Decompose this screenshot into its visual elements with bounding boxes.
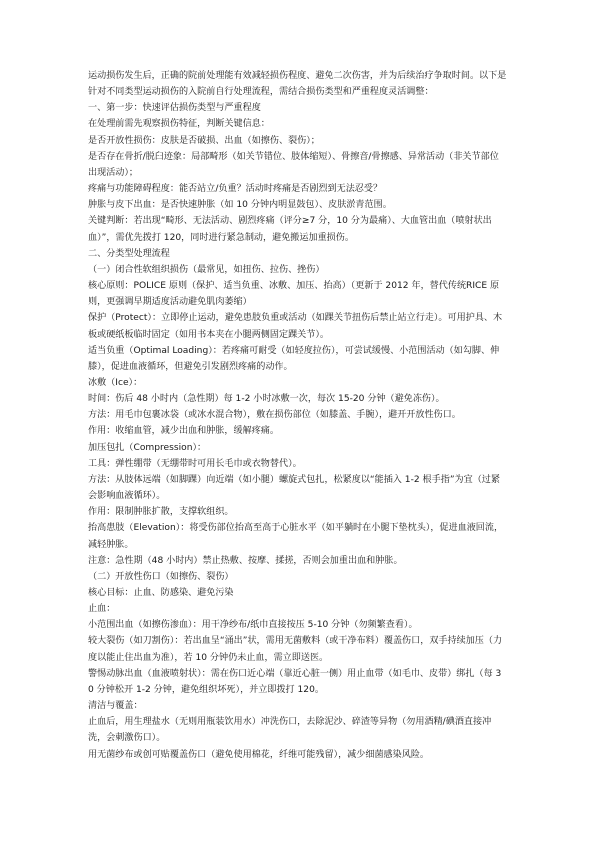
paragraph: 核心目标：止血、防感染、避免污染 <box>88 588 234 598</box>
paragraph: 止血后，用生理盐水（无则用瓶装饮用水）冲洗伤口，去除泥沙、碎渣等异物（勿用酒精/碘酒直接冲洗，会刺激伤口）。 <box>88 717 492 744</box>
paragraph: 时间：伤后 48 小时内（急性期）每 1-2 小时冰敷一次，每次 15-20 分钟（避免冻伤）。 <box>88 394 445 405</box>
subsection-heading-2: （二）开放性伤口（如擦伤、裂伤） <box>88 571 234 582</box>
paragraph: 方法：用毛巾包裹冰袋（或冰水混合物），敷在损伤部位（如膝盖、手腕），避开开放性伤口。 <box>88 410 461 421</box>
paragraph: 适当负重（Optimal Loading）：若疼痛可耐受（如轻度拉伤），可尝试缓慢、小范围活动（如勾脚、伸膝），促进血液循环，但避免引发剧烈疼痛的动作。 <box>88 345 500 372</box>
paragraph: 警惕动脉出血（血液喷射状）：需在伤口近心端（靠近心脏一侧）用止血带（如毛巾、皮带）绑扎（每 30 分钟松开 1-2 分钟，避免组织坏死），并立即拨打 120。 <box>88 668 502 695</box>
paragraph: 疼痛与功能障碍程度：能否站立/负重？活动时疼痛是否剧烈到无法忍受？ <box>88 184 383 195</box>
paragraph: 清洁与覆盖： <box>88 701 143 712</box>
section-heading-1: 一、第一步：快速评估损伤类型与严重程度 <box>88 103 261 114</box>
paragraph: 注意：急性期（48 小时内）禁止热敷、按摩、揉搓，否则会加重出血和肿胀。 <box>88 555 403 566</box>
paragraph: 肿胀与皮下出血：是否快速肿胀（如 10 分钟内明显鼓包）、皮肤淤青范围。 <box>88 200 392 211</box>
paragraph: 是否存在骨折/脱臼迹象：局部畸形（如关节错位、肢体缩短）、骨擦音/骨擦感、异常活动（非关节部位出现活动）； <box>88 151 499 178</box>
paragraph: 核心原则：POLICE 原则（保护、适当负重、冰敷、加压、抬高）（更新于 2012 年，替代传统RICE 原则，更强调早期适度活动避免肌肉萎缩） <box>88 281 500 308</box>
section-heading-2: 二、分类型处理流程 <box>88 248 170 259</box>
subsection-heading-1: （一）闭合性软组织损伤（最常见，如扭伤、拉伤、挫伤） <box>88 264 325 275</box>
paragraph: 关键判断：若出现“畸形、无法活动、剧烈疼痛（评分≥7 分，10 分为最痛）、大血管出血（喷射状出血）”，需优先拨打 120，同时进行紧急制动，避免搬运加重损伤。 <box>88 216 492 243</box>
paragraph: 止血： <box>88 604 116 615</box>
paragraph: 小范围出血（如擦伤渗血）：用干净纱布/纸巾直接按压 5-10 分钟（勿频繁查看）。 <box>88 620 418 631</box>
paragraph: 用无菌纱布或创可贴覆盖伤口（避免使用棉花，纤维可能残留），减少细菌感染风险。 <box>88 749 430 760</box>
paragraph: 作用：收缩血管，减少出血和肿胀，缓解疼痛。 <box>88 426 279 437</box>
intro-paragraph: 运动损伤发生后，正确的院前处理能有效减轻损伤程度、避免二次伤害，并为后续治疗争取时间。以下是针对不同类型运动损伤的入院前自行处理流程，需结合损伤类型和严重程度灵活调整： <box>88 71 507 98</box>
paragraph: 在处理前需先观察损伤特征，判断关键信息： <box>88 119 270 130</box>
paragraph: 加压包扎（Compression）： <box>88 442 207 453</box>
paragraph: 作用：限制肿胀扩散，支撑软组织。 <box>88 507 234 518</box>
paragraph: 方法：从肢体远端（如脚踝）向近端（如小腿）螺旋式包扎，松紧度以“能插入 1-2 根手指”为宜（过紧会影响血液循环）。 <box>88 474 500 502</box>
paragraph: 抬高患肢（Elevation）：将受伤部位抬高至高于心脏水平（如平躺时在小腿下垫枕头），促进血液回流，减轻肿胀。 <box>88 523 504 550</box>
paragraph: 冰敷（Ice）： <box>88 377 143 388</box>
paragraph: 工具：弹性绷带（无绷带时可用长毛巾或衣物替代）。 <box>88 458 302 469</box>
paragraph: 保护（Protect）：立即停止运动，避免患肢负重或活动（如踝关节扭伤后禁止站立行走）。可用护具、木板或硬纸板临时固定（如用书本夹在小腿两侧固定踝关节）。 <box>88 313 503 340</box>
paragraph: 较大裂伤（如刀割伤）：若出血呈“涌出”状，需用无菌敷料（或干净布料）覆盖伤口，双手持续加压（力度以能止住出血为准），若 10 分钟仍未止血，需立即送医。 <box>88 636 503 663</box>
paragraph: 是否开放性损伤：皮肤是否破损、出血（如擦伤、裂伤）； <box>88 135 320 146</box>
